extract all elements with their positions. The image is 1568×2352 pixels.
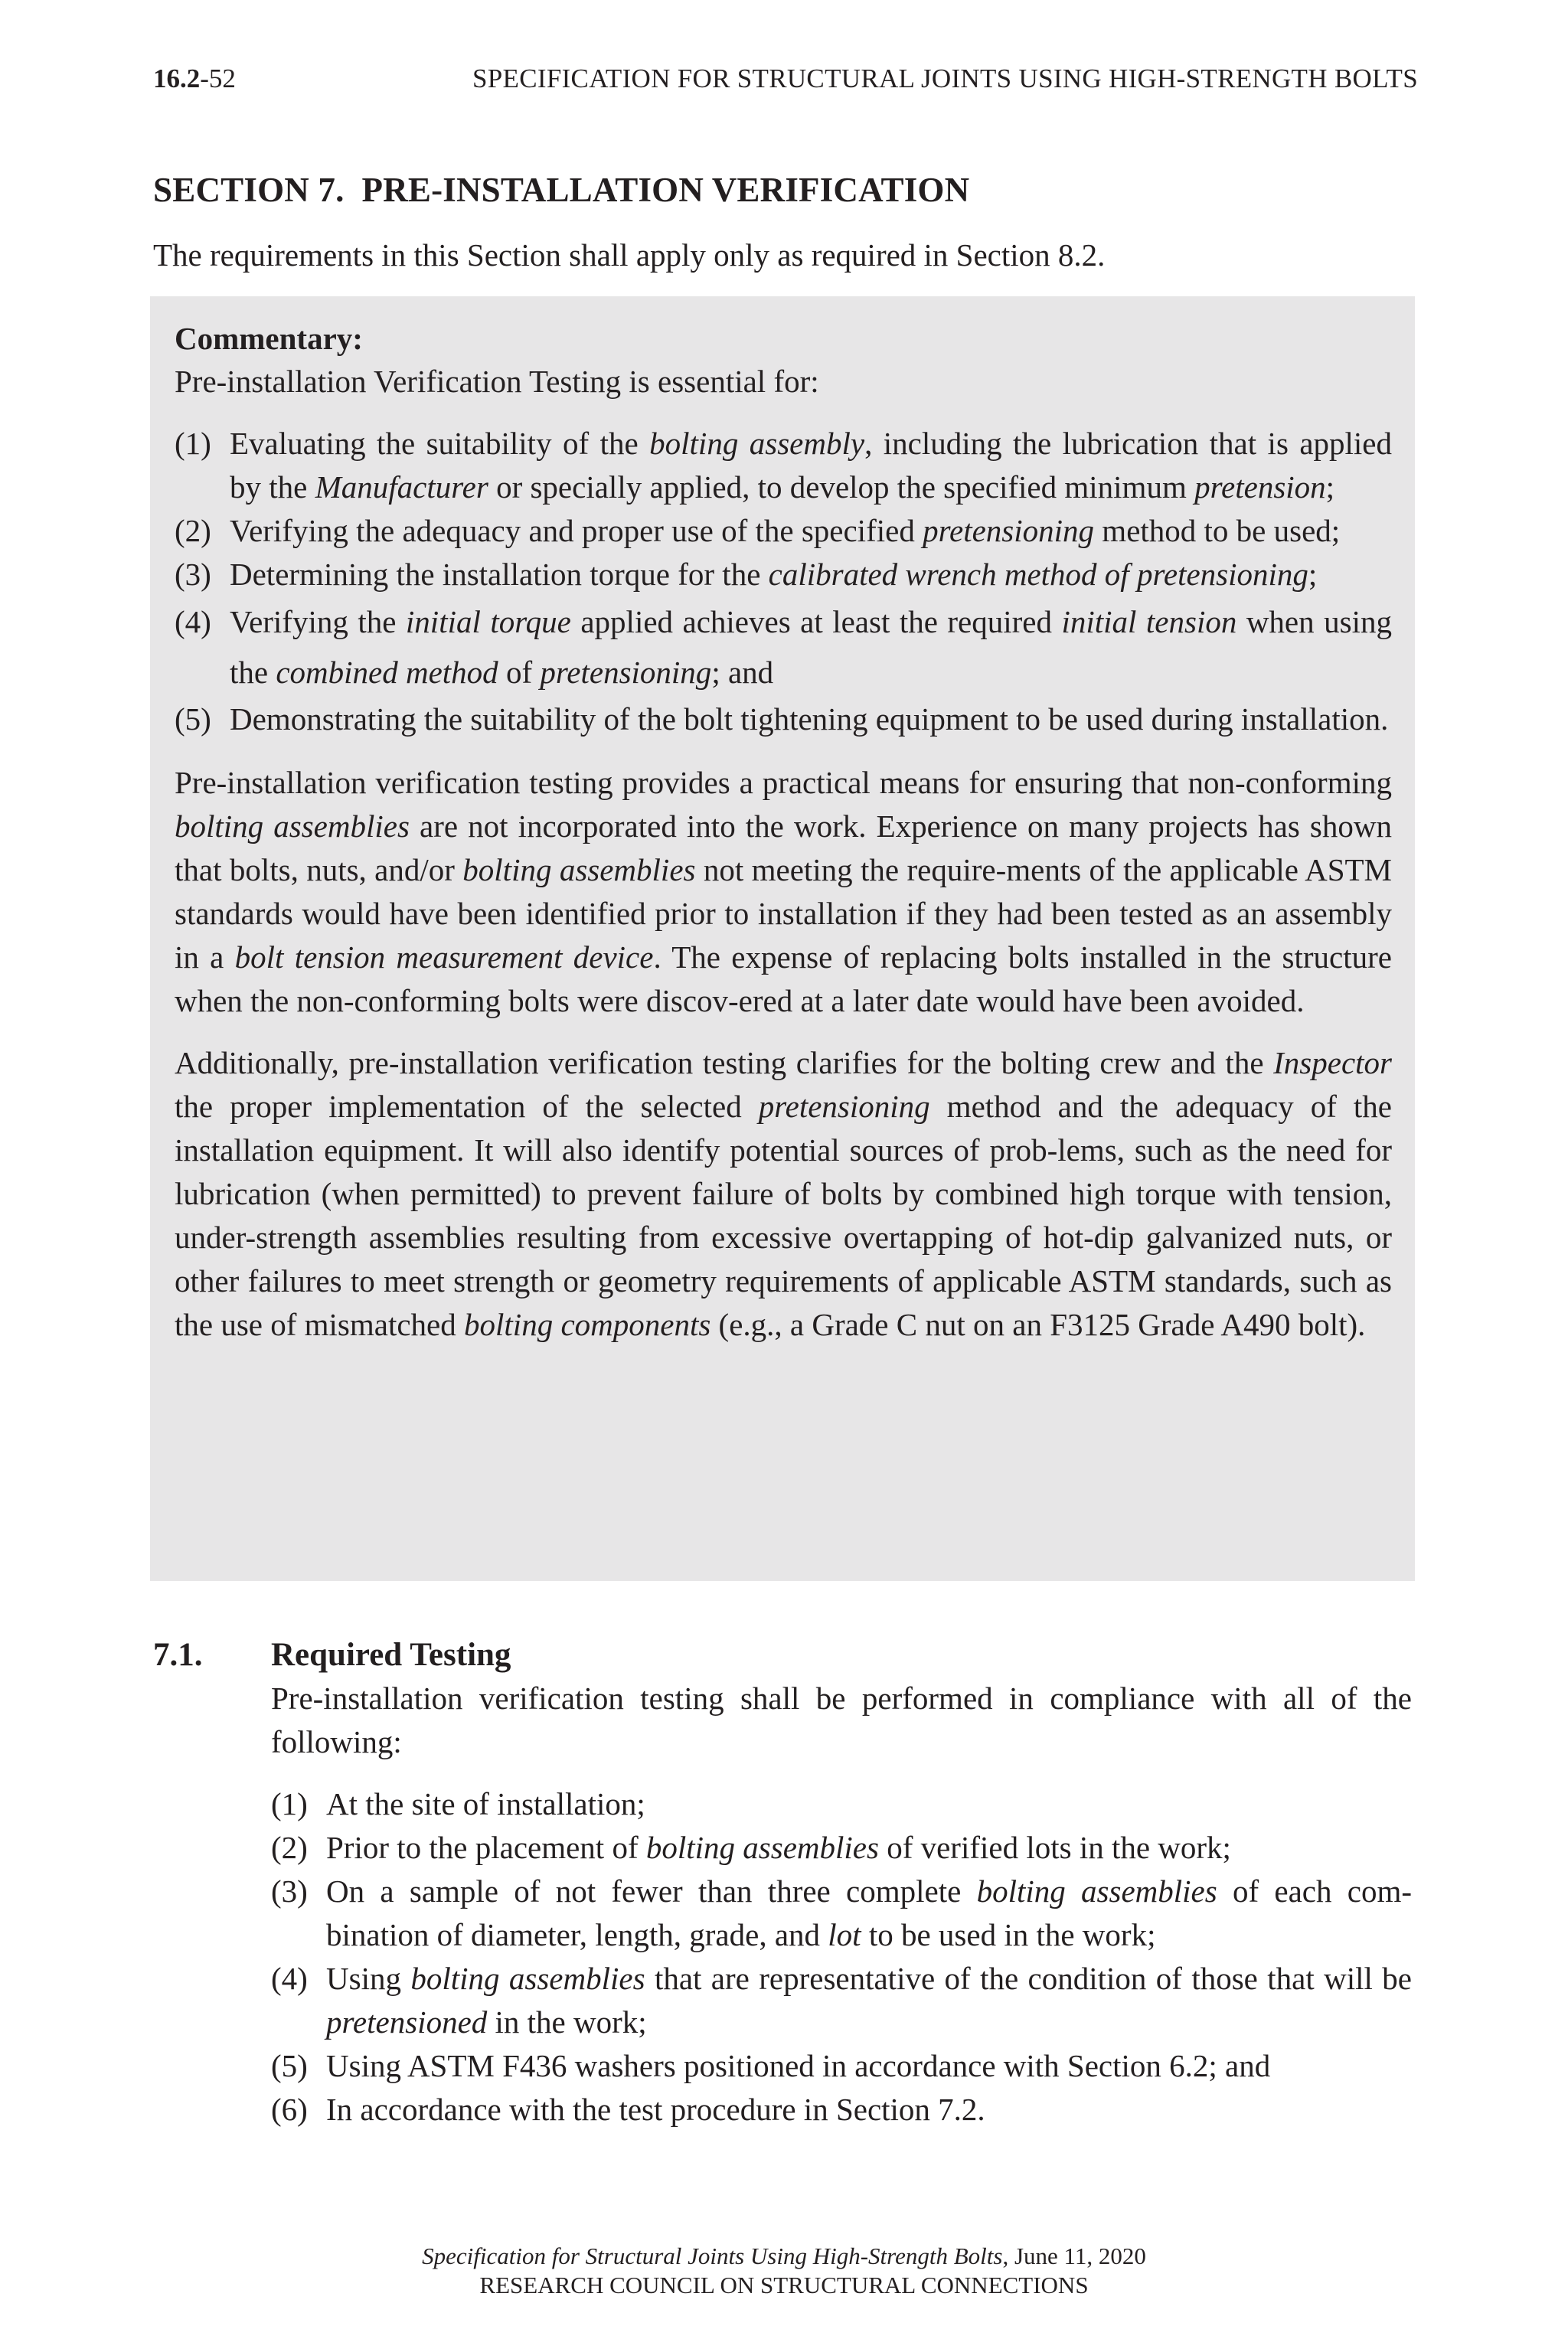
section-title: SECTION 7. PRE-INSTALLATION VERIFICATION: [153, 171, 970, 209]
list-item: (4) Verifying the initial torque applied achieves at least the required initial tension when using the combined method of pretensioning; and: [175, 604, 1392, 690]
commentary-title: Commentary:: [175, 321, 363, 356]
commentary-box: [150, 296, 1415, 1581]
list-item: (2) Prior to the placement of bolting assemblies of verified lots in the work;: [271, 1830, 1231, 1865]
commentary-paragraph-1: Pre-installation verification testing provides a practical means for ensuring that non-conforming bolting assemblies are not incorporated into the work. Experience on many projects has shown that bolts, nuts, and/or bolting assemblies not meeting the require-ments of the applicable ASTM standards would have been identified prior to installation if they had been tested as an assembly in a bolt tension measurement device. The expense of replacing bolts installed in the structure when the non-conforming bolts were discov-ered at a later date would have been avoided.: [175, 765, 1393, 1018]
footer-citation: Specification for Structural Joints Using High-Strength Bolts, June 11, 2020: [422, 2243, 1146, 2269]
list-item: (4) Using bolting assemblies that are representative of the condition of those that will be pretensioned in the work;: [271, 1961, 1412, 2040]
section-intro: The requirements in this Section shall apply only as required in Section 8.2.: [153, 237, 1106, 273]
list-item: (3) Determining the installation torque for the calibrated wrench method of pretensioning;: [175, 557, 1318, 592]
subsection-body: [271, 1633, 1412, 2132]
list-item: (5) Demonstrating the suitability of the bolt tightening equipment to be used during installation.: [175, 701, 1389, 737]
commentary-paragraph-2: Additionally, pre-installation verification testing clarifies for the bolting crew and the Inspector the proper implementation of the selected pretensioning method and the adequacy of the installation equipment. It will also identify potential sources of prob-lems, such as the need for lubrication (when permitted) to prevent failure of bolts by combined high torque with tension, under-strength assemblies resulting from excessive overtapping of hot-dip galvanized nuts, or other failures to meet strength or geometry requirements of applicable ASTM standards, such as the use of mismatched bolting components (e.g., a Grade C nut on an F3125 Grade A490 bolt).: [175, 1045, 1392, 1342]
subsection-title: Required Testing: [271, 1637, 511, 1673]
commentary-lead: Pre-installation Verification Testing is essential for:: [175, 364, 819, 399]
list-item: (1) At the site of installation;: [271, 1786, 645, 1821]
requirements-list: [271, 1782, 1412, 2132]
subsection-lead: Pre-installation verification testing shall be performed in compliance with all of the following:: [271, 1681, 1412, 1759]
list-item: (3) On a sample of not fewer than three complete bolting assemblies of each com-bination of diameter, length, grade, and lot to be used in the work;: [271, 1873, 1413, 1952]
list-item: (1) Evaluating the suitability of the bolting assembly, including the lubrication that is applied by the Manufacturer or specially applied, to develop the specified minimum pretension;: [175, 426, 1393, 505]
page-header: [153, 60, 1418, 98]
list-item: (6) In accordance with the test procedure in Section 7.2.: [271, 2092, 985, 2127]
commentary-list: [175, 422, 1392, 741]
subsection-number: 7.1.: [153, 1637, 203, 1673]
page-number: 16.2-52: [153, 64, 236, 93]
page-footer: [0, 2242, 1568, 2300]
running-title: SPECIFICATION FOR STRUCTURAL JOINTS USING HIGH-STRENGTH BOLTS: [472, 64, 1418, 93]
list-item: (2) Verifying the adequacy and proper use of the specified pretensioning method to be used;: [175, 513, 1341, 548]
list-item: (5) Using ASTM F436 washers positioned in accordance with Section 6.2; and: [271, 2048, 1271, 2083]
footer-organization: RESEARCH COUNCIL ON STRUCTURAL CONNECTIONS: [479, 2272, 1089, 2298]
